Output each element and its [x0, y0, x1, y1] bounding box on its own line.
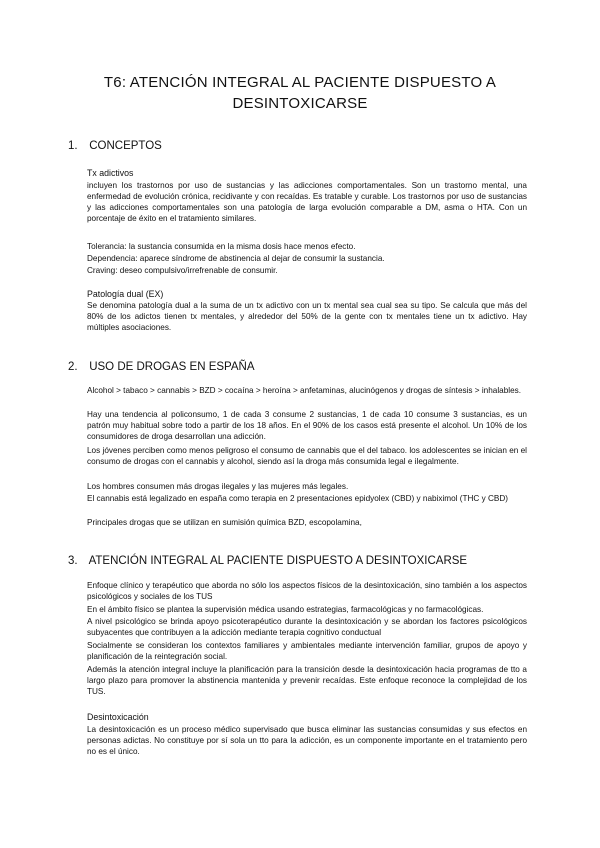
section-1-heading	[68, 139, 162, 153]
hombres-mujeres-text: Los hombres consumen más drogas ilegales y las mujeres más legales.	[87, 482, 349, 491]
section-title: ATENCIÓN INTEGRAL AL PACIENTE DISPUESTO A DESINTOXICARSE	[88, 555, 468, 567]
section-number: 3.	[68, 555, 78, 567]
tx-adictivos-text: incluyen los trastornos por uso de sustancias y las adicciones comportamentales. Son un trastorno mental, una enfermedad de evolución crónica, recidivante y con recaídas. Es tratable y curable. Los trastornos por uso de sustancias y las adicciones comportamentales son una patología de larga evolución comparable a DM, asma o HTA. Con un porcentaje de éxito en el tratamiento similares.	[87, 181, 527, 223]
atencion-integral-text: Además la atención integral incluye la planificación para la transición desde la desintoxicación hacia programas de tto a largo plazo para promover la abstinencia mantenida y prevenir recaídas. Este enfoque reconoce la complejidad de los TUS.	[87, 665, 527, 696]
section-3-heading	[68, 554, 467, 568]
patologia-dual-text: Se denomina patología dual a la suma de un tx adictivo con un tx mental sea cual sea su tipo. Se calcula que más del 80% de los adictos tienen tx mentales, y alrededor del 50% de la gente con tx mentales tiene un tx adictivo. Hay múltiples asociaciones.	[87, 301, 527, 332]
drogas-ranking-text: Alcohol > tabaco > cannabis > BZD > cocaína > heroína > anfetaminas, alucinógenos y drogas de síntesis > inhalables.	[87, 386, 521, 395]
sumision-quimica-text: Principales drogas que se utilizan en sumisión química BZD, escopolamina,	[87, 518, 362, 527]
title-line-1: T6: ATENCIÓN INTEGRAL AL PACIENTE DISPUESTO A	[103, 74, 497, 91]
craving-text: Craving: deseo compulsivo/irrefrenable de consumir.	[87, 266, 278, 275]
section-number: 1.	[68, 140, 78, 152]
nivel-psicologico-text: A nivel psicológico se brinda apoyo psicoterapéutico durante la desintoxicación y se abordan los factores psicológicos subyacentes que contribuyen a la adicción mediante terapia cognitivo conductual	[87, 617, 527, 637]
policonsumo-text: Hay una tendencia al policonsumo, 1 de cada 3 consume 2 sustancias, 1 de cada 10 consume 3 sustancias, es un patrón muy habitual sobre todo a partir de los 18 años. En el 90% de los casos está presente el alcohol. Un 10% de los consumidores de droga desarrollan una adicción.	[87, 410, 527, 441]
dependencia-text: Dependencia: aparece síndrome de abstinencia al dejar de consumir la sustancia.	[87, 254, 385, 263]
section-title: USO DE DROGAS EN ESPAÑA	[89, 361, 255, 373]
ambito-fisico-text: En el ámbito físico se plantea la supervisión médica usando estrategias, farmacológicas y no farmacológicas.	[87, 605, 484, 614]
desintoxicacion-text: La desintoxicación es un proceso médico supervisado que busca eliminar las sustancias consumidas y sus efectos en personas adictas. No constituye por sí sola un tto para la adicción, es un componente importante en el tratamiento pero no es el único.	[87, 725, 527, 756]
title-line-2: DESINTOXICARSE	[232, 95, 368, 112]
jovenes-text: Los jóvenes perciben como menos peligroso el consumo de cannabis que el del tabaco. los adolescentes se inician en el consumo de drogas con el cannabis y alcohol, siendo así la droga más consumida legal e ilegalmente.	[87, 446, 527, 466]
tx-adictivos-title: Tx adictivos	[87, 168, 134, 178]
page-title	[60, 72, 540, 114]
section-2-heading	[68, 360, 255, 374]
cannabis-legal-text: El cannabis está legalizado en españa como terapia en 2 presentaciones epidyolex (CBD) y nabiximol (THC y CBD)	[87, 494, 508, 503]
tolerancia-text: Tolerancia: la sustancia consumida en la misma dosis hace menos efecto.	[87, 242, 356, 251]
enfoque-text: Enfoque clínico y terapéutico que aborda no sólo los aspectos físicos de la desintoxicación, sino también a los aspectos psicológicos y sociales de los TUS	[87, 581, 527, 601]
section-title: CONCEPTOS	[89, 140, 162, 152]
section-number: 2.	[68, 361, 78, 373]
socialmente-text: Socialmente se consideran los contextos familiares y ambientales mediante intervención familiar, grupos de apoyo y planificación de la reintegración social.	[87, 641, 527, 661]
desintoxicacion-title: Desintoxicación	[87, 712, 149, 722]
patologia-dual-title: Patología dual (EX)	[87, 289, 164, 299]
